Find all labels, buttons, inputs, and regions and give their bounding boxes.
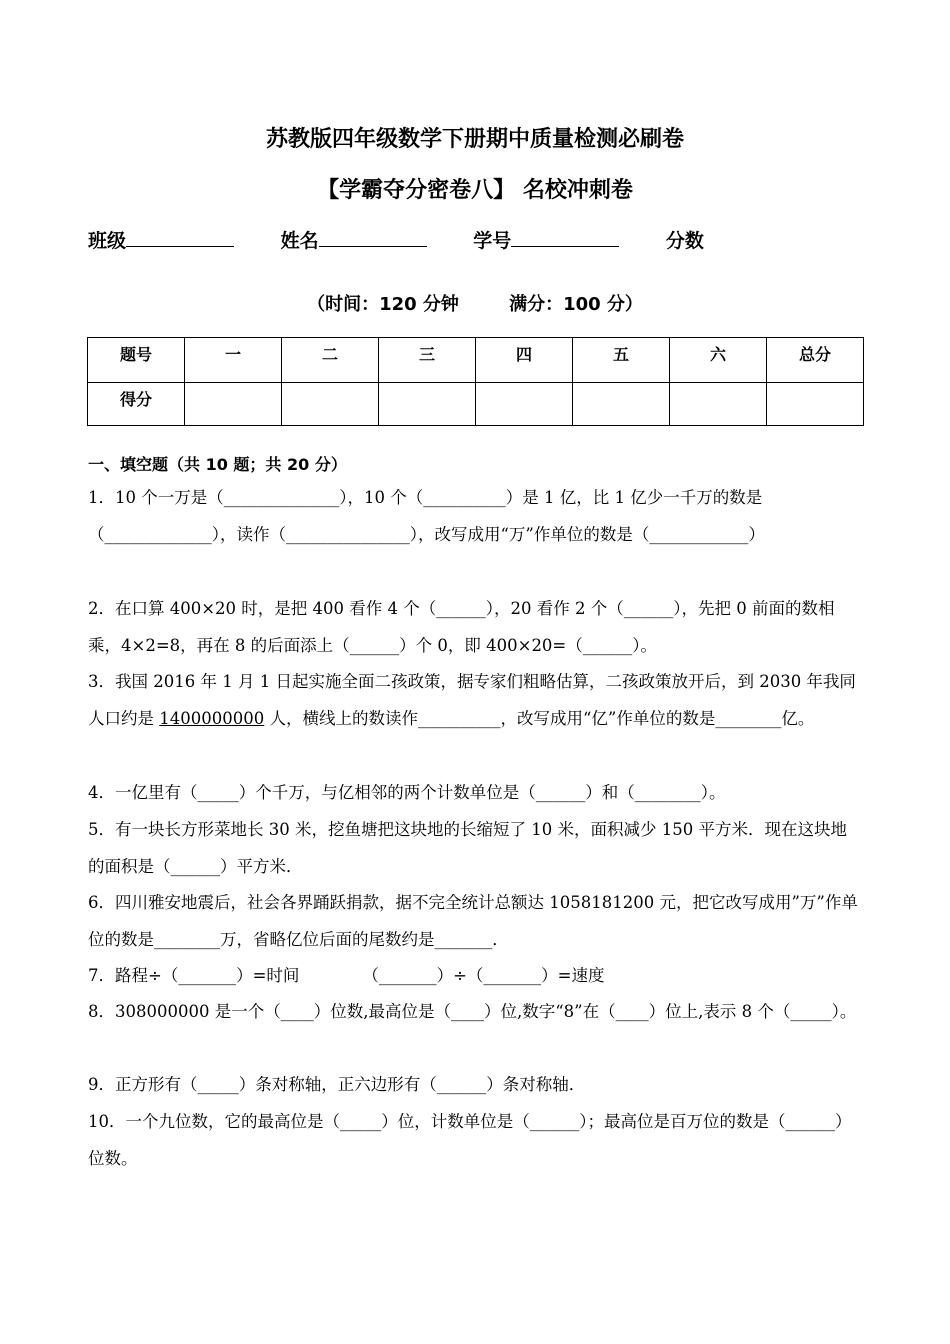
- score-label: 分数: [665, 230, 704, 252]
- exam-title: 苏教版四年级数学下册期中质量检测必刷卷: [265, 127, 684, 152]
- question-2: 2．在口算 400×20 时，是把 400 看作 4 个（______），20 看作 2 个（______），先把 0 前面的数相乘，4×2=8，再在 8 的后面添上（______）个 0，即 400×20=（______）。: [88, 599, 835, 655]
- question-5: 5．有一块长方形菜地长 30 米，挖鱼塘把这块地的长缩短了 10 米，面积减少 150 平方米．现在这块地的面积是（______）平方米．: [88, 820, 847, 876]
- name-field[interactable]: [281, 226, 427, 253]
- score-cell[interactable]: [476, 383, 573, 426]
- student-id-blank[interactable]: [511, 228, 619, 247]
- question-3-underlined-number: 1400000000: [159, 709, 265, 728]
- name-blank[interactable]: [319, 228, 427, 247]
- header-cell: 四: [476, 338, 573, 383]
- question-10: 10．一个九位数，它的最高位是（_____）位，计数单位是（______）；最高位是百万位的数是（______）位数。: [88, 1112, 852, 1168]
- question-7: 7．路程÷（_______）=时间 （_______）÷（_______）=速度: [88, 966, 605, 985]
- class-blank[interactable]: [126, 228, 234, 247]
- student-info-fields: [88, 226, 744, 253]
- question-6: 6．四川雅安地震后，社会各界踊跃捐款，据不完全统计总额达 1058181200 元，把它改写成用”万”作单位的数是________万，省略亿位后面的尾数约是_______．: [88, 893, 858, 949]
- question-3: [88, 663, 863, 737]
- header-cell: 总分: [767, 338, 864, 383]
- student-id-label: 学号: [473, 230, 512, 252]
- score-table-score-row: [88, 383, 864, 426]
- score-cell[interactable]: [573, 383, 670, 426]
- time-info: （时间：120 分钟 满分：100 分）: [307, 294, 643, 315]
- question-3-text-end: 人，横线上的数读作__________，改写成用“亿”作单位的数是________亿。: [264, 709, 815, 728]
- class-label: 班级: [88, 230, 127, 252]
- header-cell: 六: [670, 338, 767, 383]
- exam-subtitle: 【学霸夺分密卷八】 名校冲刺卷: [317, 178, 633, 203]
- score-table: [87, 337, 864, 426]
- header-cell: 五: [573, 338, 670, 383]
- class-field[interactable]: [88, 226, 234, 253]
- name-label: 姓名: [280, 230, 319, 252]
- score-cell[interactable]: [670, 383, 767, 426]
- score-cell[interactable]: [185, 383, 282, 426]
- score-field: [666, 226, 704, 253]
- student-id-field[interactable]: [473, 226, 619, 253]
- section-1-title: 一、填空题（共 10 题；共 20 分）: [88, 455, 347, 474]
- score-cell[interactable]: [767, 383, 864, 426]
- score-cell[interactable]: [282, 383, 379, 426]
- score-cell[interactable]: [379, 383, 476, 426]
- question-1: 1．10 个一万是（______________），10 个（__________）是 1 亿，比 1 亿少一千万的数是（_____________），读作（_______________），改写成用“万”作单位的数是（____________）: [88, 488, 765, 544]
- question-4: 4．一亿里有（_____）个千万，与亿相邻的两个计数单位是（______）和（________）。: [88, 783, 726, 802]
- header-cell: 二: [282, 338, 379, 383]
- header-cell: 一: [185, 338, 282, 383]
- question-3-text-start: 3．我国 2016 年 1 月 1 日起实施全面二孩政策，据专家们粗略估算，二孩政策放开后，到 2030 年我同人口约是: [88, 672, 856, 728]
- score-row-label: 得分: [88, 383, 185, 426]
- question-9: 9．正方形有（_____）条对称轴，正六边形有（______）条对称轴．: [88, 1075, 586, 1094]
- header-cell: 三: [379, 338, 476, 383]
- header-cell: 题号: [88, 338, 185, 383]
- question-8: 8．308000000 是一个（____）位数,最高位是（____）位,数字“8”在（____）位上,表示 8 个（_____）。: [88, 1002, 857, 1021]
- score-table-header-row: [88, 338, 864, 383]
